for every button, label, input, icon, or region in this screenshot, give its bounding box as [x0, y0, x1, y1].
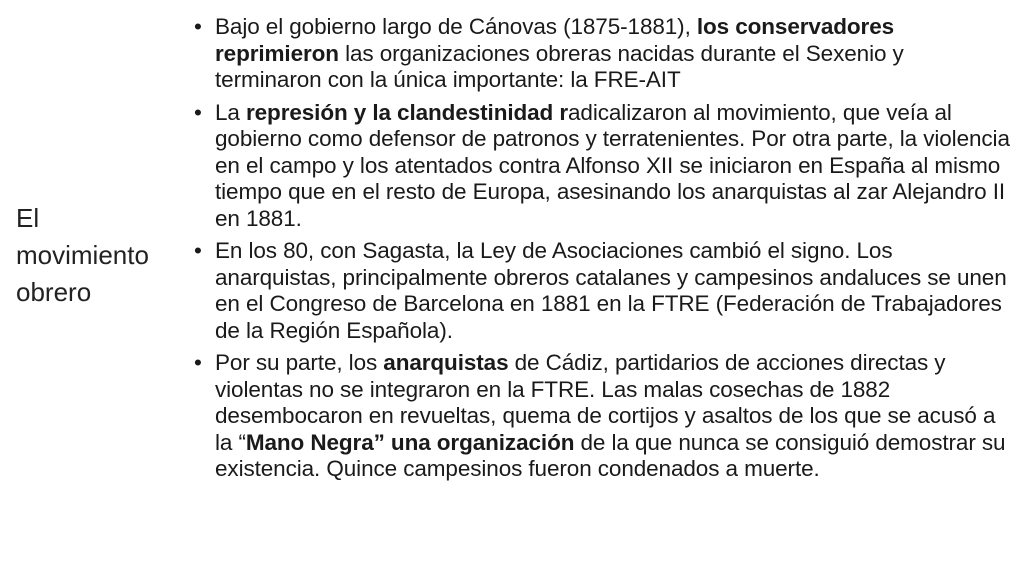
bullet-text: La: [215, 99, 246, 125]
bullet-text: Por su parte, los: [215, 350, 384, 375]
bullet-item: [192, 238, 1014, 344]
slide-title-line: movimiento: [16, 240, 149, 271]
bullet-item: [192, 350, 1014, 483]
bullet-list: [192, 14, 1014, 483]
bullet-text-bold: anarquistas: [383, 350, 509, 375]
bullet-text: En los 80, con Sagasta, la Ley de Asociaciones cambió el signo. Los anarquistas, principalmente obreros catalanes y campesinos andaluces se unen en el Congreso de Barcelona en 1881 en la FTRE (Federación de Trabajadores de la Región Española).: [215, 238, 1007, 343]
bullet-item: [192, 14, 1014, 94]
bullet-text: adicalizaron al movimiento, que veía al gobierno como defensor de patronos y terratenientes. Por otra parte, la violencia en el campo y los atentados contra Alfonso XII se iniciaron en España al mismo tiempo que en el resto de Europa, asesinando los anarquistas al zar Alejandro II en 1881.: [215, 99, 1010, 231]
bullet-text: las organizaciones obreras nacidas durante el Sexenio y terminaron con la única importante: la FRE-AIT: [215, 40, 904, 92]
slide-title-line: obrero: [16, 277, 92, 308]
bullet-text: de Cádiz, partidarios de acciones directas y violentas no se integraron en la FTRE. Las malas cosechas de 1882 desembocaron en revueltas, quema de cortijos y asaltos de los que se acusó a la “: [215, 350, 996, 455]
bullet-text: de la que nunca se consiguió demostrar su existencia. Quince campesinos fueron condenados a muerte.: [215, 429, 1006, 481]
slide-title-line: El: [16, 203, 40, 234]
bullet-text-bold: represión y la clandestinidad r: [245, 99, 568, 125]
bullet-item: [192, 100, 1014, 233]
bullet-text: Bajo el gobierno largo de Cánovas (1875-1881),: [215, 14, 697, 39]
slide-title: [16, 200, 191, 311]
bullet-text-bold: Mano Negra” una organización: [245, 429, 575, 455]
slide-content: [192, 14, 1014, 489]
bullet-text-bold: los conservadores reprimieron: [215, 14, 895, 66]
